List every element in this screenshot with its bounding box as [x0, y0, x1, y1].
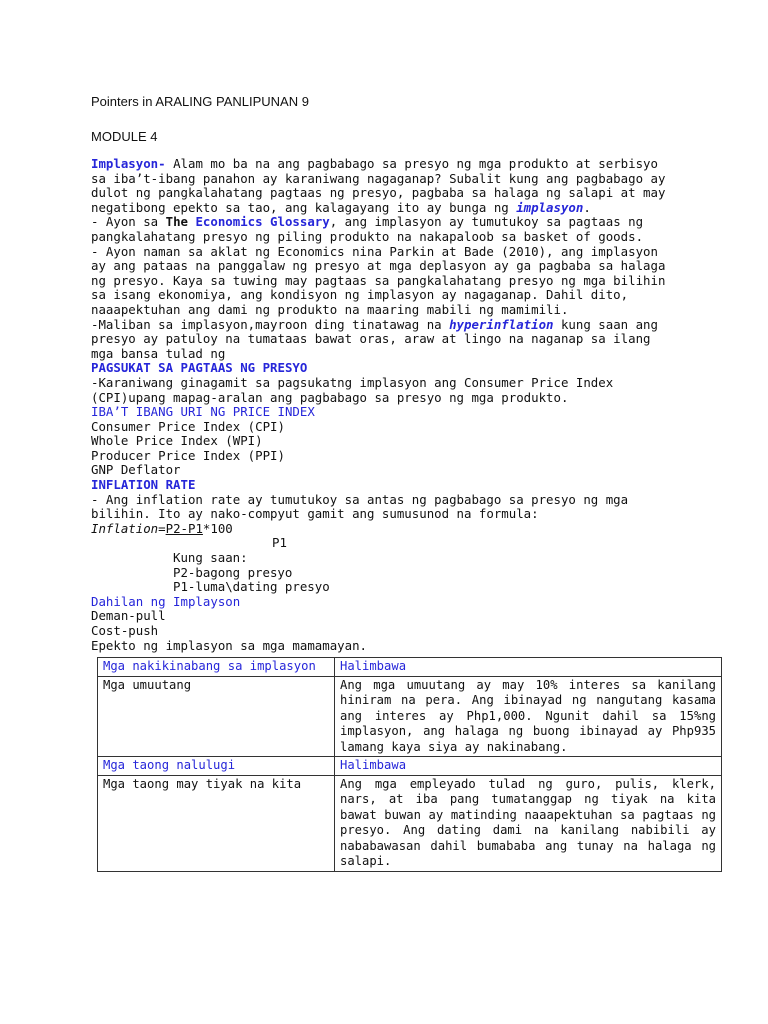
- index-item: Producer Price Index (PPI): [91, 447, 285, 463]
- paragraph-glossary: - Ayon sa The Economics Glossary, ang implasyon ay tumutukoy sa pagtaas ng: [91, 214, 644, 230]
- paragraph-line: (CPI)upang mapag-aralan ang pagbabago sa presyo ng mga produkto.: [91, 389, 569, 405]
- heading-price-index-types: IBA’T IBANG URI NG PRICE INDEX: [91, 404, 315, 420]
- table-cell-borrowers-example: Ang mga umuutang ay may 10% interes sa kanilang hiniram na pera. Ang ibinayad ng nangutang kasama ang interes ay Php1,000. Ngunit dahil sa 15%ng implasyon, ang halaga ng buong ibinayad ay Php935 lamang kaya siya ay nakinabang.: [335, 676, 722, 757]
- paragraph-line: ng presyo. Kaya sa tuwing may pagtaas sa pangkalahatang presyo ng mga bilihin: [91, 272, 666, 288]
- epekto-intro: Epekto ng implasyon sa mga mamamayan.: [91, 637, 368, 653]
- paragraph-line: presyo ay patuloy na tumataas bawat oras, araw at lingo na naganap sa ilang: [91, 331, 651, 347]
- formula-p1-definition: P1-luma\dating presyo: [173, 579, 330, 595]
- paragraph-cpi: -Karaniwang ginagamit sa pagsukatng implasyon ang Consumer Price Index: [91, 374, 614, 390]
- heading-pagsukat: PAGSUKAT SA PAGTAAS NG PRESYO: [91, 360, 308, 376]
- effects-table: [97, 657, 722, 872]
- table-row: [98, 658, 722, 677]
- paragraph-line: mga bansa tulad ng: [91, 345, 226, 361]
- table-cell-fixed-income: Mga taong may tiyak na kita: [98, 775, 335, 871]
- paragraph-line: sa isang ekonomiya, ang kondisyon ng implasyon ay nagaganap. Dahil dito,: [91, 287, 629, 303]
- term-hyperinflation: hyperinflation: [449, 316, 554, 332]
- document-body: [91, 157, 731, 653]
- heading-dahilan: Dahilan ng Implayson: [91, 593, 241, 609]
- formula-kung-saan: Kung saan:: [173, 550, 248, 566]
- table-cell-borrowers: Mga umuutang: [98, 676, 335, 757]
- index-item: GNP Deflator: [91, 462, 181, 478]
- table-header-beneficiaries: Mga nakikinabang sa implasyon: [98, 658, 335, 677]
- paragraph-parkin-bade: - Ayon naman sa aklat ng Economics nina Parkin at Bade (2010), ang implasyon: [91, 243, 658, 259]
- paragraph-line: naaapektuhan ang dami ng produkto na maaring mabili ng mamimili.: [91, 301, 569, 317]
- cause-item: Cost-push: [91, 623, 159, 638]
- paragraph-line: sa iba’t-ibang panahon ay karaniwang nagaganap? Subalit kung ang pagbabago ay: [91, 170, 666, 186]
- table-row: [98, 676, 722, 757]
- economics-glossary-term: Economics Glossary: [195, 214, 330, 230]
- paragraph-line: bilihin. Ito ay nako-compyut gamit ang sumusunod na formula:: [91, 506, 539, 522]
- table-header-example: Halimbawa: [335, 658, 722, 677]
- term-implasyon: Implasyon-: [91, 156, 166, 171]
- document-title: Pointers in ARALING PANLIPUNAN 9: [91, 94, 309, 109]
- index-item: Consumer Price Index (CPI): [91, 418, 285, 434]
- paragraph-inflation-rate: - Ang inflation rate ay tumutukoy sa antas ng pagbabago sa presyo ng mga: [91, 491, 629, 507]
- table-header-losers: Mga taong nalulugi: [98, 757, 335, 776]
- formula-p2-definition: P2-bagong presyo: [173, 564, 293, 580]
- paragraph-line: pangkalahatang presyo ng piling produkto na nakapaloob sa basket of goods.: [91, 228, 644, 244]
- cause-item: Deman-pull: [91, 608, 166, 624]
- paragraph-line: ay ang pataas na panggalaw ng presyo at mga deplasyon ay ga pagbaba sa halaga: [91, 258, 666, 274]
- paragraph-line: negatibong epekto sa tao, ang kalagayang ito ay bunga ng implasyon.: [91, 199, 591, 215]
- index-item: Whole Price Index (WPI): [91, 433, 263, 449]
- formula-denominator: P1: [272, 535, 287, 551]
- module-heading: MODULE 4: [91, 129, 158, 144]
- inflation-formula: Inflation=P2-P1*100: [91, 520, 233, 536]
- heading-inflation-rate: INFLATION RATE: [91, 477, 196, 493]
- term-implasyon-emphasis: implasyon: [516, 199, 584, 215]
- formula-numerator: P2-P1: [165, 520, 203, 536]
- table-row: [98, 757, 722, 776]
- paragraph-line: dulot ng pangkalahatang pagtaas ng presyo, pagbaba sa halaga ng salapi at may: [91, 185, 666, 201]
- paragraph-hyperinflation: -Maliban sa implasyon,mayroon ding tinatawag na hyperinflation kung saan ang: [91, 316, 658, 332]
- table-row: [98, 775, 722, 871]
- table-header-example: Halimbawa: [335, 757, 722, 776]
- table-cell-fixed-income-example: Ang mga empleyado tulad ng guro, pulis, klerk, nars, at iba pang tumatanggap ng tiyak na kita bawat buwan ay matinding naaapektuhan sa pagtaas ng presyo. Ang dating dami na kanilang nabibili ay nababawasan dahil bumababa ang tunay na halaga ng salapi.: [335, 775, 722, 871]
- paragraph-implasyon-line-1: Implasyon- Alam mo ba na ang pagbabago sa presyo ng mga produkto at serbisyo: [91, 156, 658, 171]
